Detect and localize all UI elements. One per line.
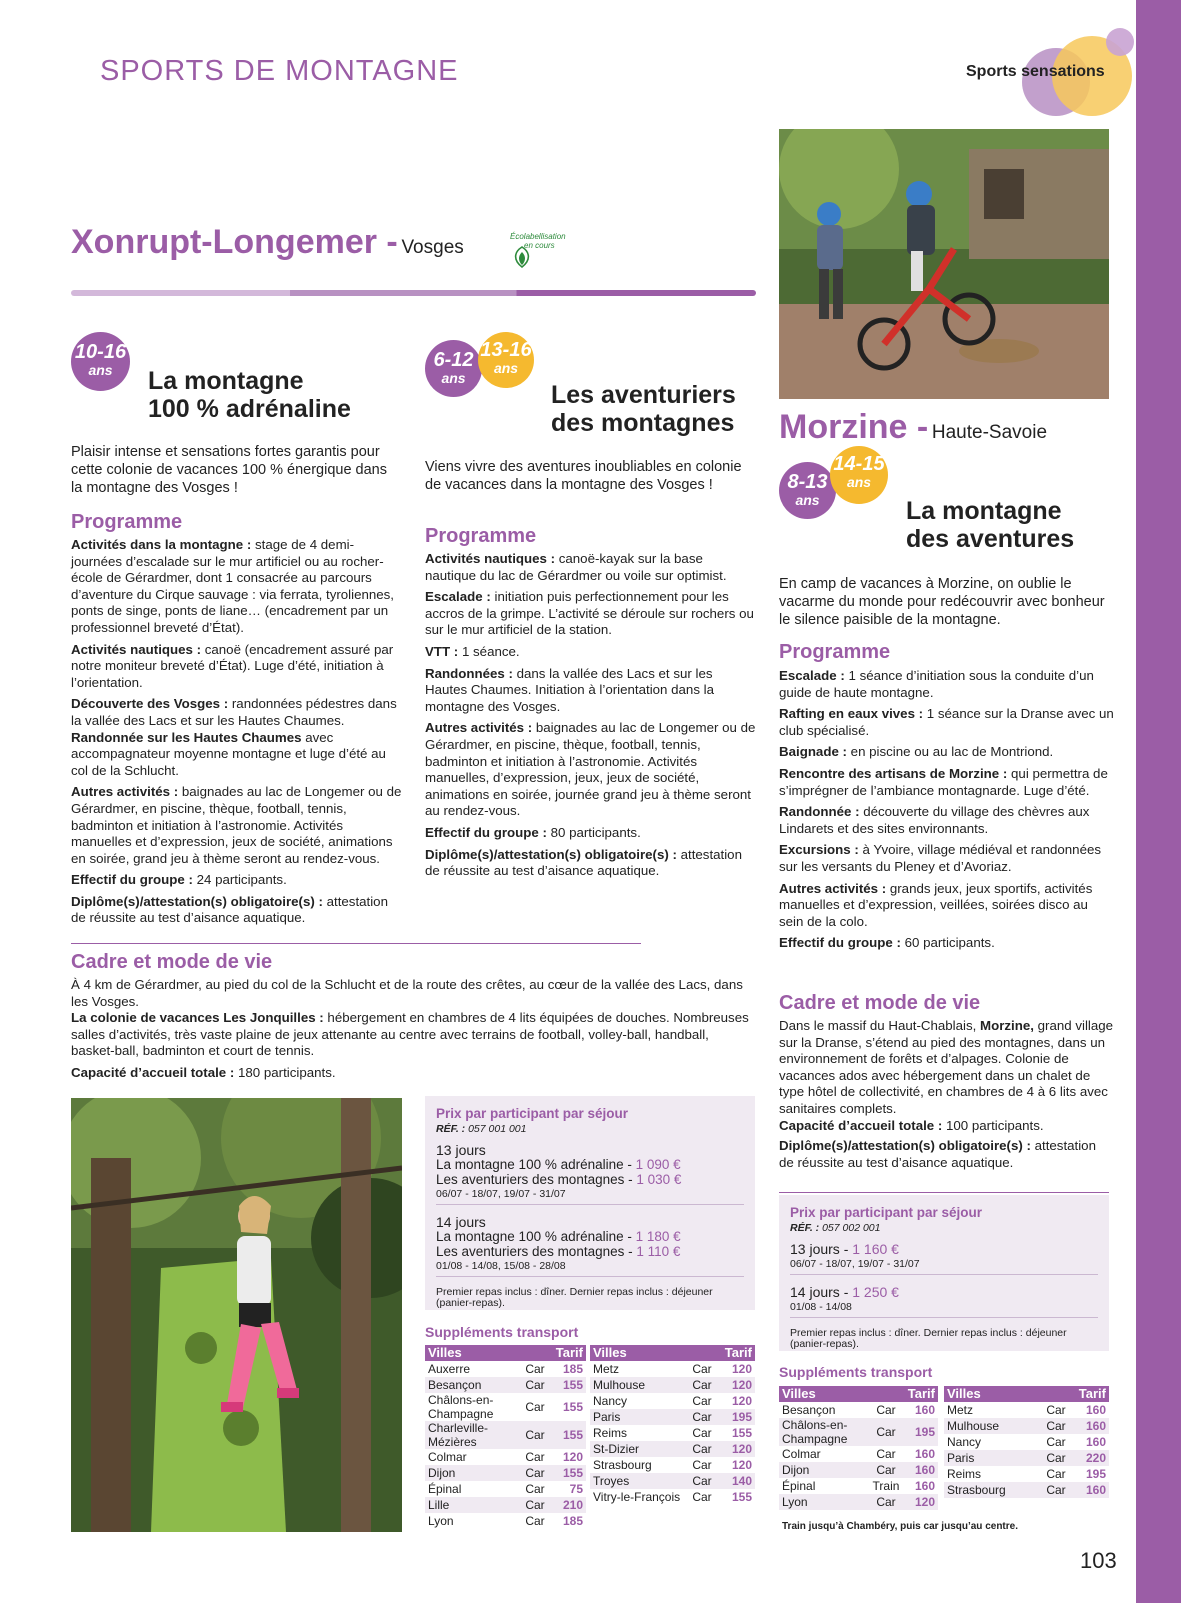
photo-ropes-course (71, 1098, 402, 1532)
programme-item: Autres activités : grands jeux, jeux sportifs, activités manuelles et d’expression, veillées, soirées disco au sein de la colo. (779, 880, 1093, 929)
camp-intro: En camp de vacances à Morzine, on oublie le vacarme du monde pour redécouvrir avec bonheur le silence paisible de la montagne. (779, 576, 1105, 628)
city-cell: Colmar (428, 1450, 467, 1464)
price-title: Prix par participant par séjour (790, 1205, 983, 1220)
mode-cell: Car (525, 1482, 545, 1496)
mode-cell: Car (868, 1494, 904, 1510)
age-badge: 14-15 ans (830, 446, 888, 504)
programme-item: Rafting en eaux vives : 1 séance sur la Dranse avec un club spécialisé. (779, 706, 1114, 738)
destination-title-xonrupt (71, 222, 464, 262)
city-cell: Troyes (590, 1473, 685, 1489)
city-cell: Lille (425, 1497, 518, 1513)
city-cell: Nancy (947, 1435, 982, 1449)
price-block: 14 jours La montagne 100 % adrénaline - 1 180 € Les aventuriers des montagnes - 1 110 € 01/08 - 14/08, 15/08 - 28/08 (436, 1215, 744, 1277)
photo-bmx-riders (779, 129, 1109, 399)
mode-cell: Train (872, 1479, 900, 1493)
price-block: 13 jours La montagne 100 % adrénaline - 1 090 € Les aventuriers des montagnes - 1 030 € 06/07 - 18/07, 19/07 - 31/07 (436, 1143, 744, 1205)
transport-row (779, 1462, 938, 1478)
city-cell: Épinal (428, 1482, 462, 1496)
city-cell: St-Dizier (590, 1441, 685, 1457)
city-cell: Besançon (782, 1403, 836, 1417)
transport-row (425, 1393, 586, 1421)
programme-heading: Programme (71, 511, 183, 533)
city-cell: Épinal (782, 1479, 816, 1493)
programme-list (425, 551, 757, 885)
city-cell: Metz (947, 1403, 974, 1417)
price-cell: 155 (731, 1426, 752, 1440)
reference: RÉF. : 057 002 001 (790, 1222, 881, 1234)
destination-region: Vosges (401, 237, 464, 258)
age-badge: 10-16 ans (71, 332, 130, 391)
price-cell: 155 (552, 1377, 586, 1393)
price-block: 13 jours - 1 160 € 06/07 - 18/07, 19/07 - 31/07 (790, 1242, 1098, 1275)
programme-item: Découverte des Vosges : randonnées pédestres dans la vallée des Lacs et sur les Hautes Chaumes. Randonnée sur les Hautes Chaumes avec accompagnateur moyenne montagne et luge d’été au col de la Schlucht. (71, 696, 397, 778)
mode-cell: Car (1039, 1450, 1073, 1466)
transport-row (944, 1434, 1109, 1450)
mode-cell: Car (525, 1400, 545, 1414)
programme-item: Effectif du groupe : 60 participants. (779, 935, 995, 951)
mode-cell: Car (518, 1465, 552, 1481)
price-cell: 210 (552, 1497, 586, 1513)
title-divider (71, 290, 756, 296)
cadre-text: À 4 km de Gérardmer, au pied du col de la Schlucht et de la route des crêtes, au cœur de la vallée des Lacs, dans les Vosges. La colonie de vacances Les Jonquilles : hébergement en chambres de 4 lits équipées de douches. Nombreuses salles d’activités, très vaste plaine de jeux attenante au centre avec terrains de football, volley-ball, handball, basket-ball, badminton et court de tennis. Capacité d’accueil totale : 180 participants. (71, 977, 749, 1080)
tag-circle-small (1106, 28, 1134, 56)
transport-row (944, 1466, 1109, 1482)
transport-row (779, 1494, 938, 1510)
cadre-heading: Cadre et mode de vie (779, 992, 981, 1014)
city-cell: Nancy (593, 1394, 628, 1408)
price-cell: 155 (562, 1400, 583, 1414)
mode-cell: Car (692, 1362, 712, 1376)
programme-item: Baignade : en piscine ou au lac de Montriond. (779, 744, 1054, 760)
programme-item: Escalade : initiation puis perfectionnement pour les accros de la grimpe. L’activité se déroule sur rochers ou sur le mur artificiel de la station. (425, 589, 754, 638)
transport-row (590, 1361, 755, 1377)
programme-item: Diplôme(s)/attestation(s) obligatoire(s) : attestation de réussite au test d’aisance aquatique. (425, 846, 742, 879)
transport-row (779, 1418, 938, 1446)
destination-title-morzine (779, 407, 1047, 447)
mode-cell: Car (685, 1473, 719, 1489)
programme-item: Escalade : 1 séance d’initiation sous la conduite d’un guide de haute montagne. (779, 668, 1094, 700)
transport-table-left: Villes Tarif Besançon Car 160 Châlons-en-Champagne Car 195 Colmar Car 160 Dijon Car 160 Épinal Train 160 Lyon Car 120 (779, 1386, 938, 1510)
transport-row (779, 1478, 938, 1494)
city-cell: Vitry-le-François (593, 1490, 681, 1504)
mode-cell: Car (876, 1403, 896, 1417)
category-tag-label: Sports sensations (966, 63, 1105, 80)
price-cell: 195 (1085, 1467, 1106, 1481)
programme-heading: Programme (779, 641, 891, 663)
destination-name: Xonrupt-Longemer - (71, 223, 398, 261)
transport-row (590, 1409, 755, 1425)
mode-cell: Car (692, 1490, 712, 1504)
price-cell: 120 (731, 1362, 752, 1376)
mode-cell: Car (1046, 1467, 1066, 1481)
programme-item: Activités nautiques : canoë (encadrement assuré par notre moniteur breveté d’État). Luge d’été, initiation à l’orientation. (71, 641, 394, 690)
mode-cell: Car (525, 1450, 545, 1464)
city-cell: Mulhouse (590, 1377, 685, 1393)
price-cell: 185 (562, 1362, 583, 1376)
city-cell: Paris (944, 1450, 1039, 1466)
side-color-band (1136, 0, 1181, 1603)
meal-note: Premier repas inclus : dîner. Dernier repas inclus : déjeuner (panier-repas). (790, 1327, 1067, 1350)
city-cell: Châlons-en-Champagne (428, 1393, 494, 1421)
price-cell: 195 (719, 1409, 755, 1425)
camp-title: Les aventuriers des montagnes (551, 381, 736, 437)
transport-row (779, 1402, 938, 1418)
transport-table-right: Villes Tarif Metz Car 160 Mulhouse Car 160 Nancy Car 160 Paris Car 220 Reims Car 195 Strasbourg Car 160 (944, 1386, 1109, 1498)
price-cell: 160 (1073, 1418, 1109, 1434)
city-cell: Strasbourg (593, 1458, 652, 1472)
price-box (779, 1195, 1109, 1351)
city-cell: Dijon (425, 1465, 518, 1481)
city-cell: Metz (593, 1362, 620, 1376)
price-cell: 195 (904, 1418, 938, 1446)
transport-row (944, 1482, 1109, 1498)
city-cell: Charleville-Mézières (425, 1421, 518, 1449)
mode-cell: Car (525, 1514, 545, 1528)
mode-cell: Car (525, 1362, 545, 1376)
city-cell: Lyon (779, 1494, 868, 1510)
transport-row (944, 1450, 1109, 1466)
transport-row (944, 1418, 1109, 1434)
price-cell: 160 (1085, 1403, 1106, 1417)
price-title: Prix par participant par séjour (436, 1106, 629, 1121)
city-cell: Besançon (425, 1377, 518, 1393)
transport-row (590, 1377, 755, 1393)
mode-cell: Car (1039, 1482, 1073, 1498)
mode-cell: Car (876, 1447, 896, 1461)
city-cell: Châlons-en-Champagne (779, 1418, 868, 1446)
transport-heading: Suppléments transport (779, 1364, 933, 1380)
price-cell: 160 (904, 1462, 938, 1478)
transport-table-right: Villes Tarif Metz Car 120 Mulhouse Car 120 Nancy Car 120 Paris Car 195 Reims Car 155 St-Dizier Car 120 Strasbourg Car 120 Troyes Car 140 Vitry-le-François Car 155 (590, 1345, 755, 1505)
transport-row (944, 1402, 1109, 1418)
mode-cell: Car (692, 1426, 712, 1440)
mode-cell: Car (518, 1497, 552, 1513)
transport-row (425, 1513, 586, 1529)
transport-row (425, 1481, 586, 1497)
mode-cell: Car (692, 1394, 712, 1408)
price-box (425, 1096, 755, 1310)
programme-item: Effectif du groupe : 80 participants. (425, 824, 641, 840)
price-cell: 120 (719, 1377, 755, 1393)
section-separator (779, 1192, 1109, 1193)
programme-list (71, 537, 403, 932)
price-cell: 155 (552, 1465, 586, 1481)
programme-item: Autres activités : baignades au lac de Longemer ou de Gérardmer, en piscine, thèque, football, tennis, badminton et initiation à l’astronomie. Activités manuelles, d’expression, jeux, jeux de société, animations en soirée, journée grand jeu à thème seront au rendez-vous. (425, 720, 756, 819)
city-cell: Lyon (428, 1514, 454, 1528)
mode-cell: Car (868, 1418, 904, 1446)
transport-row (590, 1473, 755, 1489)
meal-note: Premier repas inclus : dîner. Dernier repas inclus : déjeuner (panier-repas). (436, 1286, 713, 1309)
ecolabel-badge (510, 232, 566, 272)
transport-row (425, 1449, 586, 1465)
transport-row (425, 1361, 586, 1377)
price-block: 14 jours - 1 250 € 01/08 - 14/08 (790, 1285, 1098, 1318)
price-cell: 75 (569, 1482, 583, 1496)
cadre-text: Dans le massif du Haut-Chablais, Morzine, grand village sur la Dranse, s’étend au pied des montagnes, dans un environnement de forêts et d’alpages. Colonie de vacances ados avec hébergement dans un chalet de type hôtel de collectivité, en chambres de 4 à 6 lits avec sanitaires complets. Capacité d’accueil totale : 100 participants. Diplôme(s)/attestation(s) obligatoire(s) : attestation de réussite au test d’aisance aquatique. (779, 1018, 1114, 1170)
transport-row (425, 1465, 586, 1481)
price-cell: 160 (1085, 1435, 1106, 1449)
price-cell: 160 (914, 1479, 935, 1493)
transport-row (425, 1377, 586, 1393)
mode-cell: Car (685, 1377, 719, 1393)
camp-title: La montagne des aventures (906, 497, 1075, 553)
price-cell: 160 (914, 1403, 935, 1417)
transport-row (425, 1497, 586, 1513)
price-cell: 185 (562, 1514, 583, 1528)
city-cell: Auxerre (428, 1362, 471, 1376)
programme-item: Effectif du groupe : 24 participants. (71, 872, 287, 888)
programme-item: Randonnées : dans la vallée des Lacs et sur les Hautes Chaumes. Initiation à l’orientation dans la montagne des Vosges. (425, 665, 715, 714)
programme-item: VTT : 1 séance. (425, 643, 520, 659)
transport-row (590, 1425, 755, 1441)
camp-intro: Viens vivre des aventures inoubliables en colonie de vacances dans la montagne des Vosges ! (425, 459, 742, 493)
page-number: 103 (1080, 1548, 1117, 1573)
city-cell: Colmar (782, 1447, 821, 1461)
programme-item: Autres activités : baignades au lac de Longemer ou de Gérardmer, en piscine, thèque, football, tennis, badminton et initiation à l’astronomie. Activités manuelles et d’expression, jeux de société, animations en soirée, grand jeu à thème seront au rendez-vous. (71, 784, 402, 866)
mode-cell: Car (518, 1377, 552, 1393)
programme-item: Randonnée : découverte du village des chèvres aux Lindarets et des sites environnants. (779, 804, 1090, 836)
city-cell: Reims (947, 1467, 982, 1481)
transport-row (590, 1393, 755, 1409)
programme-item: Activités nautiques : canoë-kayak sur la base nautique du lac de Gérardmer ou voile sur optimist. (425, 551, 727, 583)
destination-region: Haute-Savoie (931, 422, 1048, 443)
programme-list (779, 668, 1114, 957)
price-cell: 120 (904, 1494, 938, 1510)
mode-cell: Car (1046, 1435, 1066, 1449)
programme-heading: Programme (425, 525, 537, 547)
camp-title: La montagne 100 % adrénaline (148, 367, 351, 423)
city-cell: Paris (590, 1409, 685, 1425)
city-cell: Dijon (779, 1462, 868, 1478)
mode-cell: Car (685, 1409, 719, 1425)
mode-cell: Car (1039, 1418, 1073, 1434)
category-tag (960, 28, 1140, 118)
transport-row (590, 1489, 755, 1505)
price-cell: 120 (719, 1441, 755, 1457)
price-cell: 160 (1073, 1482, 1109, 1498)
destination-name: Morzine - (779, 408, 929, 446)
transport-row (590, 1441, 755, 1457)
price-cell: 120 (562, 1450, 583, 1464)
leaf-icon (512, 246, 532, 268)
programme-item: Rencontre des artisans de Morzine : qui permettra de s’imprégner de l’ambiance montagnarde. Luge d’été. (779, 765, 1108, 798)
age-badge: 13-16 ans (478, 332, 534, 388)
transport-row (425, 1421, 586, 1449)
programme-item: Activités dans la montagne : stage de 4 demi-journées d’escalade sur le mur artificiel ou au rocher-école de Gérardmer, dont 1 consacrée au parcours d’aventure du Cirque sauvage : via ferrata, tyroliennes, ponts de singe, ponts de liane… (encadrement par un professionnel breveté d’État). (71, 537, 395, 635)
mode-cell: Car (692, 1458, 712, 1472)
reference: RÉF. : 057 001 001 (436, 1123, 527, 1135)
transport-heading: Suppléments transport (425, 1324, 579, 1340)
age-badge: 6-12 ans (425, 340, 482, 397)
city-cell: Strasbourg (944, 1482, 1039, 1498)
price-cell: 160 (914, 1447, 935, 1461)
transport-row (590, 1457, 755, 1473)
mode-cell: Car (868, 1462, 904, 1478)
transport-table-left: Villes Tarif Auxerre Car 185 Besançon Car 155 Châlons-en-Champagne Car 155 Charleville-Mézières Car 155 Colmar Car 120 Dijon Car 155 Épinal Car 75 Lille Car 210 Lyon Car 185 (425, 1345, 586, 1529)
price-cell: 155 (552, 1421, 586, 1449)
cadre-heading: Cadre et mode de vie (71, 951, 273, 973)
price-cell: 120 (731, 1394, 752, 1408)
section-title: SPORTS DE MONTAGNE (100, 55, 459, 87)
mode-cell: Car (518, 1421, 552, 1449)
transport-row (779, 1446, 938, 1462)
price-cell: 220 (1073, 1450, 1109, 1466)
ecolabel-text: Écolabellisation en cours (510, 232, 566, 250)
mode-cell: Car (1046, 1403, 1066, 1417)
city-cell: Reims (593, 1426, 628, 1440)
price-cell: 120 (731, 1458, 752, 1472)
camp-intro: Plaisir intense et sensations fortes garantis pour cette colonie de vacances 100 % énergique dans la montagne des Vosges ! (71, 444, 387, 496)
price-cell: 155 (731, 1490, 752, 1504)
programme-item: Excursions : à Yvoire, village médiéval et randonnées sur les versants du Pleney et d’Avoriaz. (779, 842, 1102, 874)
city-cell: Mulhouse (944, 1418, 1039, 1434)
mode-cell: Car (685, 1441, 719, 1457)
age-badge: 8-13 ans (779, 462, 836, 519)
price-cell: 140 (719, 1473, 755, 1489)
transport-footnote: Train jusqu’à Chambéry, puis car jusqu’au centre. (782, 1521, 1018, 1532)
programme-item: Diplôme(s)/attestation(s) obligatoire(s) : attestation de réussite au test d’aisance aquatique. (71, 893, 388, 926)
section-separator (71, 943, 641, 944)
